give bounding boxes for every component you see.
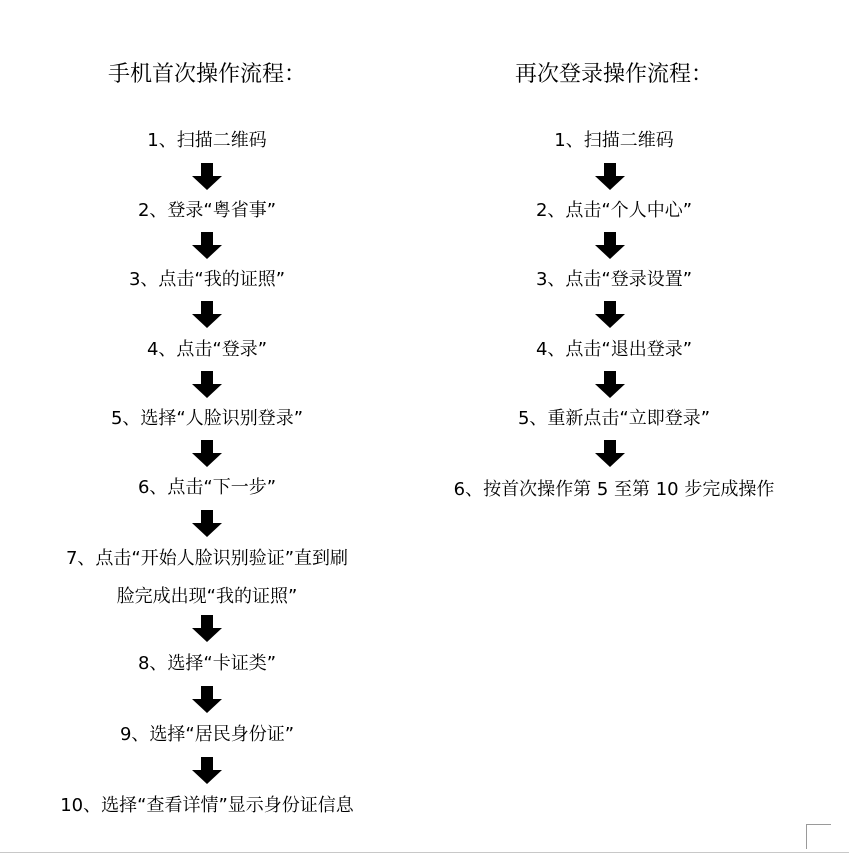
right-step-1: 1、扫描二维码: [554, 130, 674, 151]
down-arrow-icon: [595, 232, 625, 259]
down-arrow-icon: [595, 301, 625, 328]
right-step-6: 6、按首次操作第 5 至第 10 步完成操作: [453, 479, 775, 500]
right-step-3: 3、点击“登录设置”: [535, 269, 693, 290]
left-step-7-line-1: 7、点击“开始人脸识别验证”直到刷: [65, 548, 349, 569]
left-step-8: 8、选择“卡证类”: [137, 653, 277, 674]
first-time-flow-title: 手机首次操作流程：: [107, 62, 306, 87]
right-step-2: 2、点击“个人中心”: [535, 200, 693, 221]
left-step-1: 1、扫描二维码: [147, 130, 267, 151]
right-step-5: 5、重新点击“立即登录”: [517, 408, 711, 429]
down-arrow-icon: [192, 371, 222, 398]
left-step-7-line-2: 脸完成出现“我的证照”: [116, 586, 298, 607]
down-arrow-icon: [595, 440, 625, 467]
right-step-4: 4、点击“退出登录”: [535, 339, 693, 360]
page-corner-mark: [806, 824, 831, 849]
left-step-6: 6、点击“下一步”: [137, 477, 277, 498]
left-step-10: 10、选择“查看详情”显示身份证信息: [60, 795, 354, 816]
down-arrow-icon: [192, 163, 222, 190]
down-arrow-icon: [192, 615, 222, 642]
down-arrow-icon: [595, 163, 625, 190]
left-step-9: 9、选择“居民身份证”: [119, 724, 295, 745]
left-step-2: 2、登录“粤省事”: [137, 200, 277, 221]
page-bottom-border: [0, 852, 849, 853]
re-login-flow-title: 再次登录操作流程：: [514, 62, 713, 87]
down-arrow-icon: [192, 686, 222, 713]
down-arrow-icon: [192, 757, 222, 784]
down-arrow-icon: [192, 510, 222, 537]
down-arrow-icon: [595, 371, 625, 398]
down-arrow-icon: [192, 232, 222, 259]
down-arrow-icon: [192, 301, 222, 328]
left-step-3: 3、点击“我的证照”: [128, 269, 286, 290]
down-arrow-icon: [192, 440, 222, 467]
left-step-4: 4、点击“登录”: [146, 339, 268, 360]
left-step-5: 5、选择“人脸识别登录”: [110, 408, 304, 429]
